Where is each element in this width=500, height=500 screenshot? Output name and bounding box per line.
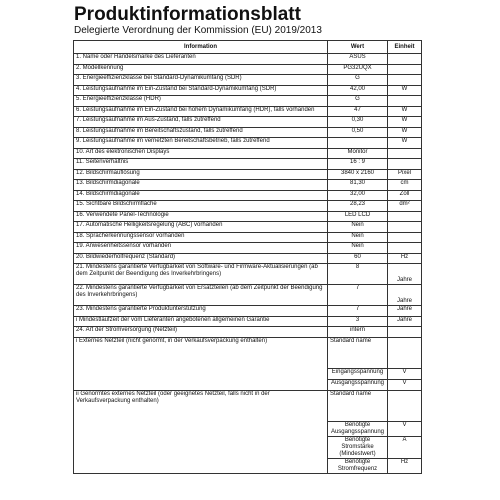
row-info-cell: 7. Leistungsaufnahme im Aus-Zustand, falls zutreffend (74, 117, 328, 128)
row-info-cell: 21. Mindestens garantierte Verfügbarkeit von Software- und Firmware-Aktualisierungen (ab dem Zeitpunkt der Beendigung des Inverkehrbringens) (74, 264, 328, 285)
row-info-cell: 23. Mindestens garantierte Produktunterstützung (74, 306, 328, 317)
table-row (74, 264, 422, 285)
row-value-cell: G (328, 75, 388, 86)
row-unit-cell: dm² (388, 201, 422, 212)
column-header-value: Wert (328, 41, 388, 54)
row-value-cell: intern (328, 327, 388, 338)
external-psu-standard-name: Standard name (328, 337, 388, 368)
row-value-cell: Nein (328, 243, 388, 254)
table-row (74, 64, 422, 75)
row-unit-cell: W (388, 106, 422, 117)
info-table (73, 40, 422, 474)
table-row (74, 75, 422, 86)
row-info-cell: 13. Bildschirmdiagonale (74, 180, 328, 191)
page-subtitle: Delegierte Verordnung der Kommission (EU) 2019/2013 (74, 25, 322, 36)
row-info-cell: 5. Energieeffizienzklasse (HDR) (74, 96, 328, 107)
table-row (74, 169, 422, 180)
row-value-cell: 0,50 (328, 127, 388, 138)
row-unit-cell: Hz (388, 253, 422, 264)
row-info-cell: 4. Leistungsaufnahme im Ein-Zustand bei Standard-Dynamikumfang (SDR) (74, 85, 328, 96)
info-rows (74, 54, 422, 338)
row-value-cell: 3840 x 2160 (328, 169, 388, 180)
row-unit-cell (388, 243, 422, 254)
generic-psu-required-frequency: Benötigte Stromfrequenz (328, 458, 388, 473)
row-value-cell: G (328, 96, 388, 107)
generic-psu-standard-name: Standard name (328, 390, 388, 421)
row-info-cell: 6. Leistungsaufnahme im Ein-Zustand bei hohem Dynamikumfang (HDR), falls vorhanden (74, 106, 328, 117)
generic-psu-frequency-unit: Hz (388, 458, 422, 473)
row-value-cell: Nein (328, 232, 388, 243)
table-row (74, 117, 422, 128)
external-psu-input-unit: V (388, 368, 422, 379)
table-row (74, 201, 422, 212)
row-value-cell: 0,30 (328, 117, 388, 128)
row-value-cell: ASUS (328, 54, 388, 65)
row-info-cell: 18. Spracherkennungssensor vorhanden (74, 232, 328, 243)
row-info-cell: 14. Bildschirmdiagonale (74, 190, 328, 201)
row-value-cell: Monitor (328, 148, 388, 159)
table-row (74, 306, 422, 317)
row-value-cell: 42,00 (328, 85, 388, 96)
table-row (74, 127, 422, 138)
row-unit-cell: Jahre (388, 285, 422, 306)
row-value-cell: 8 (328, 264, 388, 285)
table-row (74, 316, 422, 327)
generic-psu-required-output-voltage: Benötigte Ausgangsspannung (328, 421, 388, 436)
column-header-information: Information (74, 41, 328, 54)
table-row (74, 222, 422, 233)
row-info-cell: 17. Automatische Helligkeitsregelung (ABC) vorhanden (74, 222, 328, 233)
row-unit-cell: W (388, 117, 422, 128)
row-info-cell: 3. Energieeffizienzklasse bei Standard-Dynamikumfang (SDR) (74, 75, 328, 86)
generic-psu-required-current: Benötigte Stromstärke (Mindestwert) (328, 436, 388, 458)
page-title: Produktinformationsblatt (74, 4, 301, 25)
row-info-cell: 20. Bildwiederholfrequenz (Standard) (74, 253, 328, 264)
row-unit-cell: Jahre (388, 264, 422, 285)
row-info-cell: 22. Mindestens garantierte Verfügbarkeit von Ersatzteilen (ab dem Zeitpunkt der Beendigung des Inverkehrbringens) (74, 285, 328, 306)
row-value-cell: 81,30 (328, 180, 388, 191)
generic-psu-label: ii Genormtes externes Netzteil (oder geeignetes Netzteil, falls nicht in der Verkaufsverpackung enthalten) (74, 390, 328, 473)
row-info-cell: 8. Leistungsaufnahme im Bereitschaftszustand, falls zutreffend (74, 127, 328, 138)
row-unit-cell (388, 96, 422, 107)
row-info-cell: 19. Anwesenheitssensor vorhanden (74, 243, 328, 254)
external-psu-output-unit: V (388, 379, 422, 390)
table-row (74, 159, 422, 170)
row-unit-cell: Zoll (388, 190, 422, 201)
row-unit-cell (388, 75, 422, 86)
row-unit-cell (388, 232, 422, 243)
row-info-cell: 10. Art des elektronischen Displays (74, 148, 328, 159)
row-info-cell: 16. Verwendete Panel-Technologie (74, 211, 328, 222)
table-row (74, 106, 422, 117)
table-row (74, 211, 422, 222)
row-value-cell: 32,00 (328, 190, 388, 201)
row-value-cell (328, 138, 388, 149)
generic-psu-current-unit: A (388, 436, 422, 458)
row-unit-cell (388, 54, 422, 65)
generic-psu-voltage-unit: V (388, 421, 422, 436)
row-value-cell: 28,23 (328, 201, 388, 212)
row-value-cell: 47 (328, 106, 388, 117)
row-unit-cell: W (388, 85, 422, 96)
table-row (74, 243, 422, 254)
row-value-cell: 60 (328, 253, 388, 264)
row-value-cell: 16 : 9 (328, 159, 388, 170)
row-value-cell: LED LCD (328, 211, 388, 222)
row-info-cell: 1. Name oder Handelsmarke des Lieferanten (74, 54, 328, 65)
power-supply-section (74, 337, 422, 473)
table-row (74, 85, 422, 96)
row-info-cell: 12. Bildschirmauflösung (74, 169, 328, 180)
row-info-cell: 2. Modellkennung (74, 64, 328, 75)
row-unit-cell: W (388, 138, 422, 149)
table-row (74, 327, 422, 338)
row-info-cell: 9. Leistungsaufnahme im vernetzten Bereitschaftsbetrieb, falls zutreffend (74, 138, 328, 149)
row-unit-cell (388, 211, 422, 222)
row-info-cell: i Mindestlaufzeit der vom Lieferanten angebotenen allgemeinen Garantie (74, 316, 328, 327)
row-unit-cell: Pixel (388, 169, 422, 180)
table-row (74, 180, 422, 191)
row-unit-cell (388, 159, 422, 170)
table-row (74, 232, 422, 243)
row-info-cell: 15. Sichtbare Bildschirmfläche (74, 201, 328, 212)
row-info-cell: 11. Seitenverhältnis (74, 159, 328, 170)
table-row (74, 190, 422, 201)
table-row (74, 148, 422, 159)
table-row (74, 54, 422, 65)
table-row (74, 96, 422, 107)
row-unit-cell (388, 148, 422, 159)
row-unit-cell: cm (388, 180, 422, 191)
row-value-cell: 7 (328, 306, 388, 317)
table-row (74, 253, 422, 264)
row-unit-cell: W (388, 127, 422, 138)
row-unit-cell (388, 327, 422, 338)
row-unit-cell (388, 64, 422, 75)
row-value-cell: Nein (328, 222, 388, 233)
row-unit-cell (388, 222, 422, 233)
external-psu-output-voltage: Ausgangsspannung (328, 379, 388, 390)
table-row (74, 285, 422, 306)
row-unit-cell: Jahre (388, 316, 422, 327)
row-unit-cell: Jahre (388, 306, 422, 317)
external-psu-label: i Externes Netzteil (nicht genormt, in der Verkaufsverpackung enthalten) (74, 337, 328, 390)
external-psu-input-voltage: Eingangsspannung (328, 368, 388, 379)
row-value-cell: 7 (328, 285, 388, 306)
column-header-unit: Einheit (388, 41, 422, 54)
table-row (74, 138, 422, 149)
row-value-cell: PG32UQX (328, 64, 388, 75)
row-value-cell: 3 (328, 316, 388, 327)
row-info-cell: 24. Art der Stromversorgung (Netzteil) (74, 327, 328, 338)
